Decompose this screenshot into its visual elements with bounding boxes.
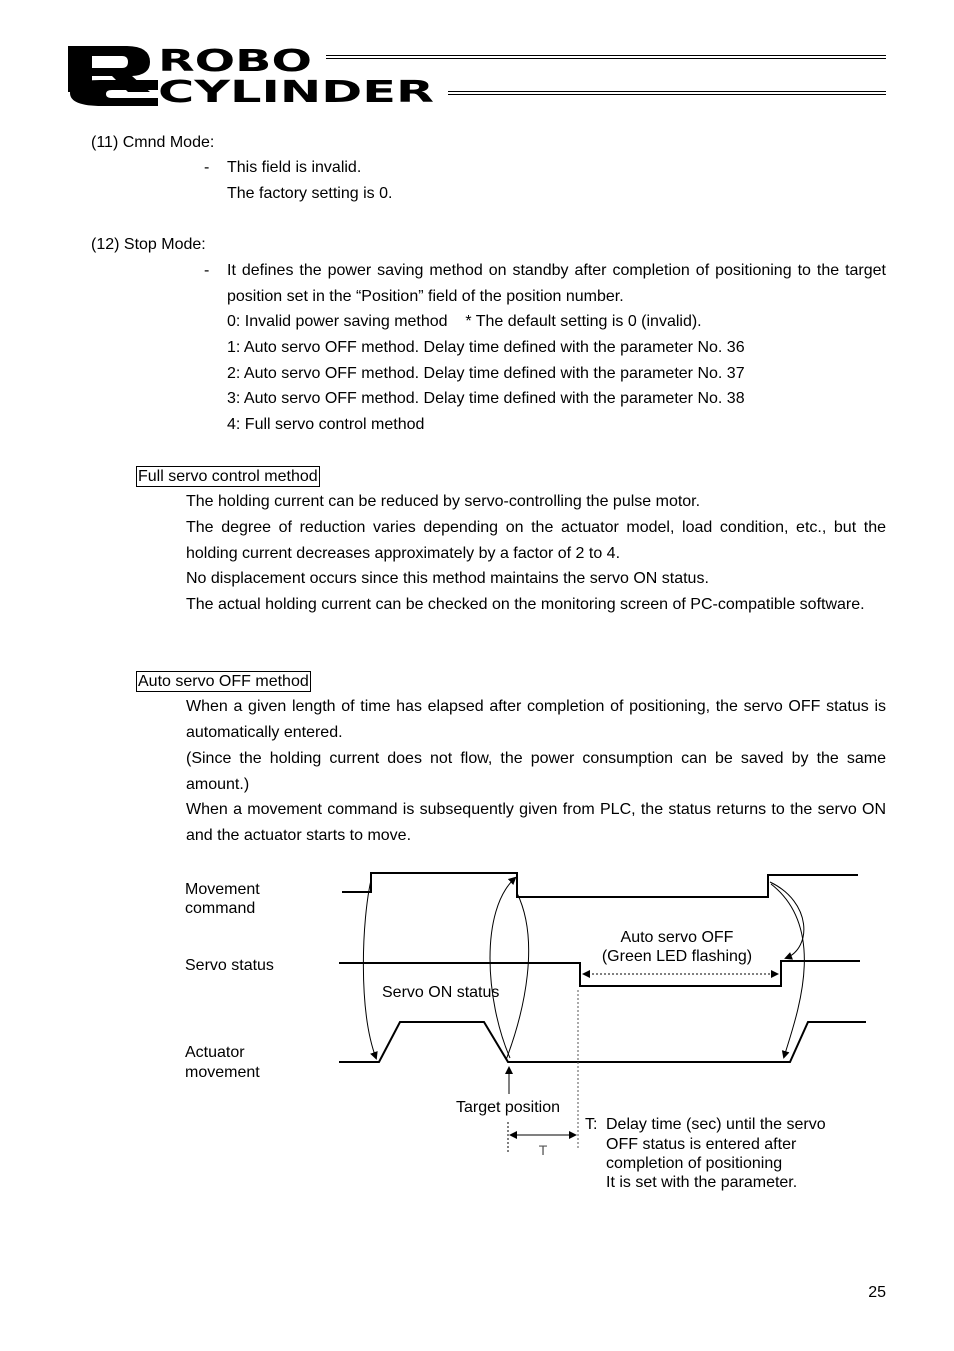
note-line: completion of positioning <box>606 1155 783 1172</box>
servo-on-status-label: Servo ON status <box>382 984 500 1001</box>
header-rule-top <box>326 55 886 59</box>
t-dimension-label: T <box>538 1142 548 1158</box>
servo-status-signal <box>339 961 860 986</box>
actuator-movement-signal <box>339 1022 866 1062</box>
movement-command-label: command <box>185 900 256 917</box>
auto-servo-paragraph: (Since the holding current does not flow, the power consumption can be saved by the same amount.) <box>186 750 886 793</box>
rc-logo <box>66 42 446 108</box>
curve-arrow <box>506 893 529 1060</box>
note-line: It is set with the parameter. <box>606 1174 798 1191</box>
green-led-label: (Green LED flashing) <box>601 948 753 965</box>
full-servo-paragraph: No displacement occurs since this method maintains the servo ON status. <box>186 570 709 587</box>
stop-mode-option: 0: Invalid power saving method * The default setting is 0 (invalid). <box>227 313 702 330</box>
note-prefix: T: <box>585 1116 598 1133</box>
full-servo-paragraph: The holding current can be reduced by servo-controlling the pulse motor. <box>186 493 701 510</box>
svg-text:CYLINDER: CYLINDER <box>158 75 434 108</box>
actuator-movement-label: movement <box>185 1064 260 1081</box>
stop-mode-option: 2: Auto servo OFF method. Delay time defined with the parameter No. 37 <box>227 365 745 382</box>
auto-servo-title: Auto servo OFF method <box>138 673 309 690</box>
auto-servo-paragraph: When a given length of time has elapsed after completion of positioning, the servo OFF status is automatically entered. <box>186 698 886 741</box>
stop-mode-description: It defines the power saving method on standby after completion of positioning to the target position set in the “Position” field of the position number. <box>227 262 886 305</box>
header-rule-bottom <box>448 91 886 95</box>
section-12-heading: (12) Stop Mode: <box>91 236 206 253</box>
stop-mode-option: 3: Auto servo OFF method. Delay time defined with the parameter No. 38 <box>227 390 745 407</box>
auto-servo-paragraph: When a movement command is subsequently given from PLC, the status returns to the servo ON and the actuator starts to move. <box>186 801 886 844</box>
section-11-heading: (11) Cmnd Mode: <box>91 134 215 151</box>
full-servo-paragraph: The actual holding current can be checked on the monitoring screen of PC-compatible software. <box>186 596 865 613</box>
actuator-movement-label: Actuator <box>185 1044 245 1061</box>
auto-servo-off-label: Auto servo OFF <box>620 929 734 946</box>
full-servo-paragraph: The degree of reduction varies depending on the actuator model, load condition, etc., but the holding current decreases approximately by a factor of 2 to 4. <box>186 519 886 562</box>
target-position-label: Target position <box>455 1099 561 1116</box>
page-number: 25 <box>868 1284 886 1301</box>
cmnd-invalid-text: This field is invalid. <box>227 159 362 176</box>
curve-arrow <box>770 882 804 958</box>
timing-diagram <box>0 860 954 1200</box>
cmnd-factory-text: The factory setting is 0. <box>227 185 393 202</box>
servo-status-label: Servo status <box>185 957 274 974</box>
svg-text:ROBO: ROBO <box>158 44 312 79</box>
stop-mode-option: 4: Full servo control method <box>227 416 425 433</box>
bullet-dash: - <box>204 159 210 176</box>
bullet-dash: - <box>204 262 210 279</box>
note-line: Delay time (sec) until the servo <box>606 1116 826 1133</box>
stop-mode-option: 1: Auto servo OFF method. Delay time defined with the parameter No. 36 <box>227 339 745 356</box>
movement-command-label: Movement <box>185 881 260 898</box>
curve-arrow <box>363 880 376 1058</box>
full-servo-title: Full servo control method <box>138 468 318 485</box>
curve-arrow <box>490 878 515 1058</box>
note-line: OFF status is entered after <box>606 1136 797 1153</box>
